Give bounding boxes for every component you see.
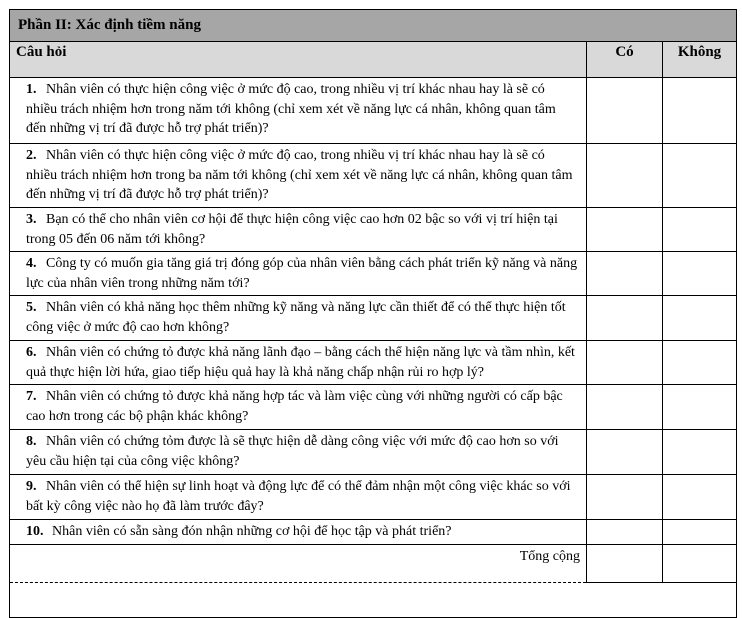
question-text: Bạn có thể cho nhân viên cơ hội để thực hiện công việc cao hơn 02 bậc so với vị trí hiện tại trong 05 đến 06 năm tới không? <box>26 212 558 247</box>
question-number: 7. <box>26 389 37 404</box>
total-no-cell[interactable] <box>663 545 737 583</box>
question-number: 10. <box>26 524 44 539</box>
question-text: Nhân viên có thực hiện công việc ở mức độ cao, trong nhiều vị trí khác nhau hay là sẽ có nhiều trách nhiệm hơn trong ba năm tới không (chỉ xem xét về năng lực cá nhân, không quan tâm đến những vị trí đã được hỗ trợ phát triển)? <box>26 148 573 202</box>
total-yes-cell[interactable] <box>587 545 663 583</box>
yes-answer-cell[interactable] <box>587 78 663 144</box>
question-row-6 <box>10 341 737 385</box>
question-cell <box>10 78 587 144</box>
no-answer-cell[interactable] <box>663 430 737 475</box>
yes-answer-cell[interactable] <box>587 296 663 341</box>
question-number: 5. <box>26 300 37 315</box>
question-cell <box>10 520 587 545</box>
question-row-1 <box>10 78 737 144</box>
potential-assessment-form <box>9 9 736 618</box>
assessment-table <box>9 9 737 618</box>
question-text: Nhân viên có khả năng học thêm những kỹ năng và năng lực cần thiết để có thể thực hiện tốt công việc ở mức độ cao hơn không? <box>26 300 566 335</box>
question-text: Nhân viên có chứng tỏ được khả năng lãnh đạo – bằng cách thể hiện năng lực và tầm nhìn, kết quả thực hiện lời hứa, giao tiếp hiệu quả hay là khả năng chấp nhận rủi ro hợp lý? <box>26 345 575 380</box>
no-answer-cell[interactable] <box>663 78 737 144</box>
total-label: Tổng cộng <box>10 545 587 583</box>
question-text: Nhân viên có sẵn sàng đón nhận những cơ hội để học tập và phát triển? <box>52 524 452 539</box>
yes-answer-cell[interactable] <box>587 475 663 520</box>
question-cell <box>10 385 587 430</box>
no-answer-cell[interactable] <box>663 144 737 208</box>
question-cell <box>10 475 587 520</box>
blank-footer-cell <box>10 583 737 618</box>
question-cell <box>10 252 587 296</box>
question-text: Nhân viên có chứng tỏm được là sẽ thực hiện dễ dàng công việc với mức độ cao hơn so với yêu cầu hiện tại của công việc không? <box>26 434 559 469</box>
yes-answer-cell[interactable] <box>587 430 663 475</box>
question-row-8 <box>10 430 737 475</box>
question-number: 6. <box>26 345 37 360</box>
question-cell <box>10 430 587 475</box>
no-answer-cell[interactable] <box>663 208 737 252</box>
question-row-10 <box>10 520 737 545</box>
blank-footer-row <box>10 583 737 618</box>
column-header-yes: Có <box>587 42 663 78</box>
column-header-row <box>10 42 737 78</box>
yes-answer-cell[interactable] <box>587 341 663 385</box>
question-row-9 <box>10 475 737 520</box>
question-number: 3. <box>26 212 37 227</box>
question-row-3 <box>10 208 737 252</box>
yes-answer-cell[interactable] <box>587 208 663 252</box>
question-row-7 <box>10 385 737 430</box>
question-number: 4. <box>26 256 37 271</box>
question-text: Công ty có muốn gia tăng giá trị đóng góp của nhân viên bằng cách phát triển kỹ năng và năng lực của nhân viên trong những năm tới? <box>26 256 578 291</box>
no-answer-cell[interactable] <box>663 252 737 296</box>
yes-answer-cell[interactable] <box>587 520 663 545</box>
yes-answer-cell[interactable] <box>587 385 663 430</box>
question-cell <box>10 296 587 341</box>
question-number: 9. <box>26 479 37 494</box>
question-row-5 <box>10 296 737 341</box>
column-header-question: Câu hỏi <box>10 42 587 78</box>
question-text: Nhân viên có thể hiện sự linh hoạt và động lực để có thể đảm nhận một công việc khác so với bất kỳ công việc nào họ đã làm trước đây? <box>26 479 571 514</box>
total-row <box>10 545 737 583</box>
yes-answer-cell[interactable] <box>587 252 663 296</box>
question-text: Nhân viên có thực hiện công việc ở mức độ cao, trong nhiều vị trí khác nhau hay là sẽ có nhiều trách nhiệm hơn trong năm tới không (chỉ xem xét về năng lực cá nhân, không quan tâm đến những vị trí đã được hỗ trợ phát triển)? <box>26 82 556 136</box>
no-answer-cell[interactable] <box>663 385 737 430</box>
no-answer-cell[interactable] <box>663 520 737 545</box>
question-row-2 <box>10 144 737 208</box>
question-number: 8. <box>26 434 37 449</box>
yes-answer-cell[interactable] <box>587 144 663 208</box>
no-answer-cell[interactable] <box>663 296 737 341</box>
question-text: Nhân viên có chứng tỏ được khả năng hợp tác và làm việc cùng với những người có cấp bậc cao hơn trong các bộ phận khác không? <box>26 389 563 424</box>
question-cell <box>10 144 587 208</box>
question-number: 2. <box>26 148 37 163</box>
question-cell <box>10 341 587 385</box>
question-row-4 <box>10 252 737 296</box>
question-number: 1. <box>26 82 37 97</box>
section-title: Phần II: Xác định tiềm năng <box>10 10 737 42</box>
no-answer-cell[interactable] <box>663 475 737 520</box>
no-answer-cell[interactable] <box>663 341 737 385</box>
section-header-row <box>10 10 737 42</box>
column-header-no: Không <box>663 42 737 78</box>
question-cell <box>10 208 587 252</box>
